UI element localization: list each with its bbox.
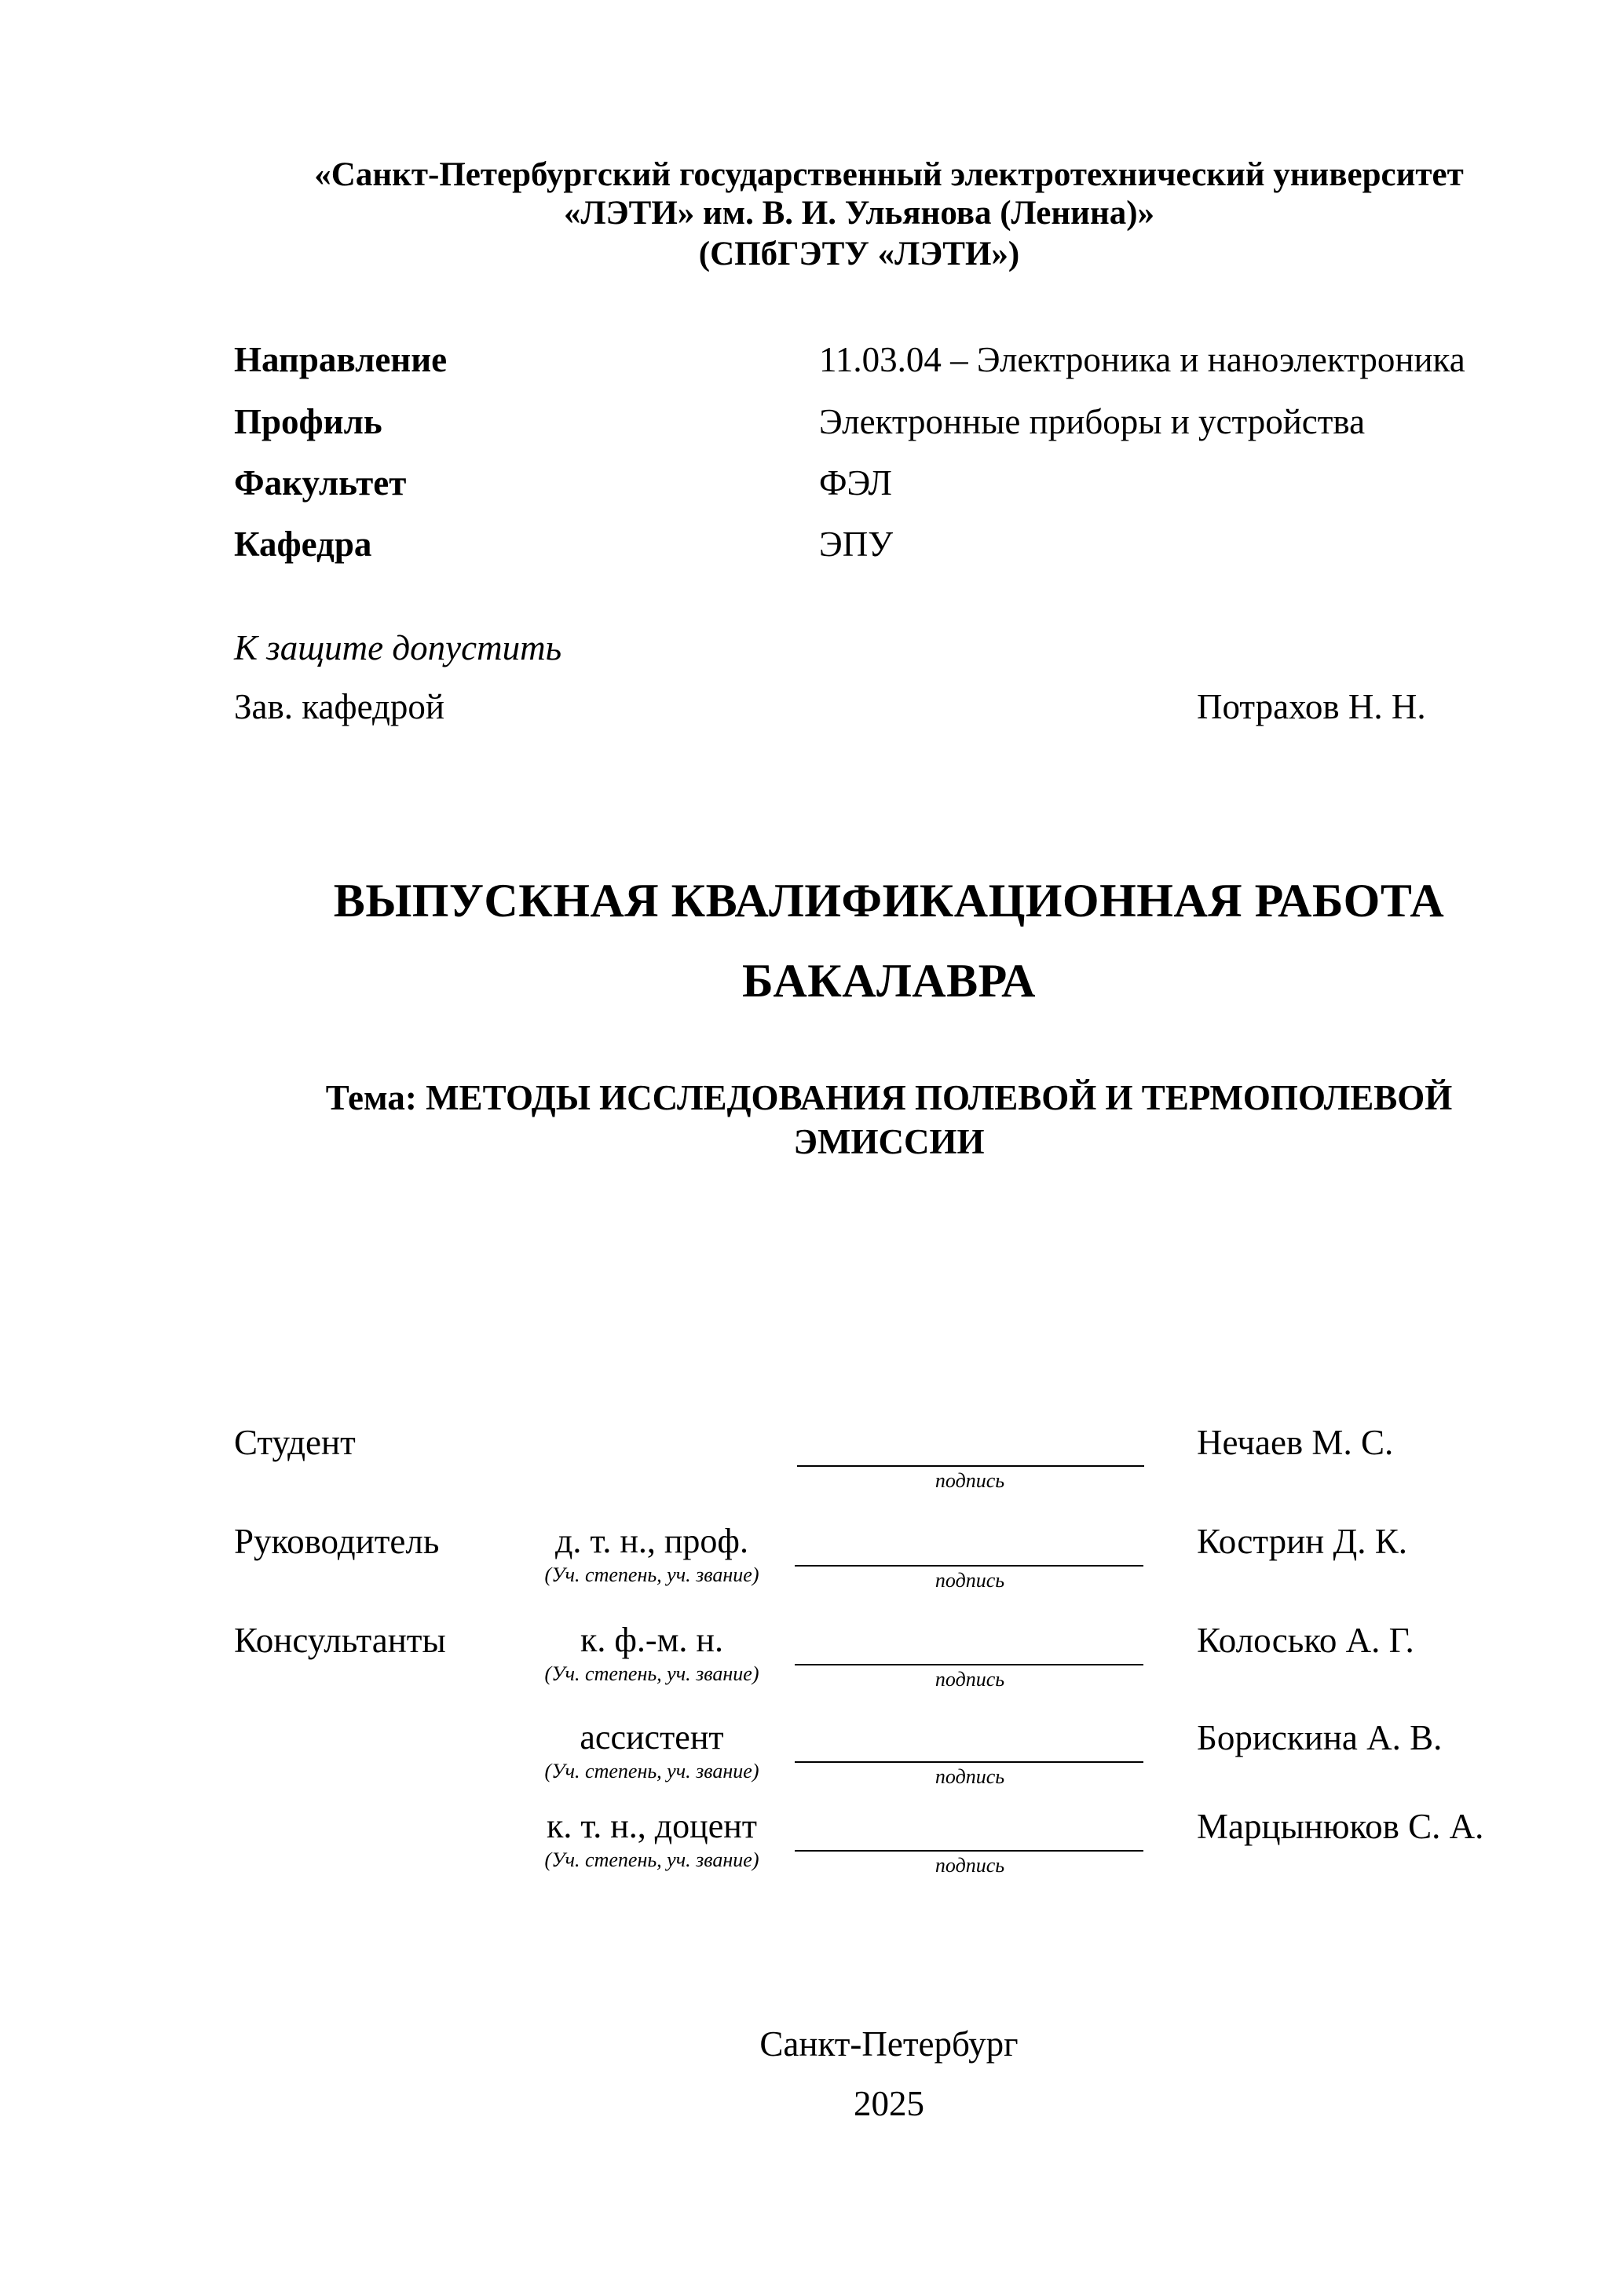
thesis-topic-line2: ЭМИССИИ xyxy=(793,1122,985,1161)
consultant1-degree-caption: (Уч. степень, уч. звание) xyxy=(544,1662,759,1685)
year: 2025 xyxy=(854,2084,924,2123)
supervisor-name: Кострин Д. К. xyxy=(1197,1522,1407,1561)
consultant3-signature-line xyxy=(795,1850,1143,1852)
profile-label: Профиль xyxy=(234,402,382,441)
student-role: Студент xyxy=(234,1423,356,1462)
thesis-title-line1: ВЫПУСКНАЯ КВАЛИФИКАЦИОННАЯ РАБОТА xyxy=(333,875,1445,927)
consultant2-degree-caption: (Уч. степень, уч. звание) xyxy=(544,1760,759,1782)
direction-value: 11.03.04 – Электроника и наноэлектроника xyxy=(819,340,1465,379)
faculty-value: ФЭЛ xyxy=(819,463,892,503)
thesis-topic-line1: Тема: МЕТОДЫ ИССЛЕДОВАНИЯ ПОЛЕВОЙ И ТЕРМОПОЛЕВОЙ xyxy=(325,1078,1453,1117)
consultant3-signature-caption: подпись xyxy=(935,1854,1005,1877)
consultant3-name: Марцынюков С. А. xyxy=(1197,1807,1484,1846)
department-head-name: Потрахов Н. Н. xyxy=(1197,687,1426,726)
direction-label: Направление xyxy=(234,340,448,379)
approval-note: К защите допустить xyxy=(234,628,562,667)
student-signature-caption: подпись xyxy=(935,1469,1005,1492)
department-head-role: Зав. кафедрой xyxy=(234,687,444,726)
supervisor-signature-caption: подпись xyxy=(935,1569,1005,1592)
consultant3-degree-caption: (Уч. степень, уч. звание) xyxy=(544,1848,759,1871)
university-name-line2: «ЛЭТИ» им. В. И. Ульянова (Ленина)» xyxy=(563,195,1155,232)
supervisor-degree: д. т. н., проф. xyxy=(555,1522,748,1560)
consultant1-degree: к. ф.-м. н. xyxy=(580,1621,723,1659)
supervisor-degree-caption: (Уч. степень, уч. звание) xyxy=(544,1563,759,1586)
consultant2-degree: ассистент xyxy=(580,1718,724,1757)
university-name-line1: «Санкт-Петербургский государственный электротехнический университет xyxy=(314,156,1464,193)
department-label: Кафедра xyxy=(234,525,372,564)
profile-value: Электронные приборы и устройства xyxy=(819,402,1366,441)
consultant1-signature-caption: подпись xyxy=(935,1668,1005,1691)
department-value: ЭПУ xyxy=(819,525,894,564)
student-signature-line xyxy=(797,1465,1144,1467)
consultant2-signature-caption: подпись xyxy=(935,1765,1005,1788)
university-abbreviation: (СПбГЭТУ «ЛЭТИ») xyxy=(698,236,1020,272)
consultant1-signature-line xyxy=(795,1664,1143,1665)
consultant2-signature-line xyxy=(795,1761,1143,1763)
consultants-role: Консультанты xyxy=(234,1621,446,1660)
consultant1-name: Колосько А. Г. xyxy=(1197,1621,1414,1660)
student-name: Нечаев М. С. xyxy=(1197,1423,1394,1462)
thesis-title-line2: БАКАЛАВРА xyxy=(742,955,1036,1007)
supervisor-signature-line xyxy=(795,1565,1143,1567)
faculty-label: Факультет xyxy=(234,463,407,503)
consultant3-degree: к. т. н., доцент xyxy=(546,1807,758,1845)
city: Санкт-Петербург xyxy=(759,2024,1019,2064)
supervisor-role: Руководитель xyxy=(234,1522,440,1561)
consultant2-name: Борискина А. В. xyxy=(1197,1718,1443,1757)
